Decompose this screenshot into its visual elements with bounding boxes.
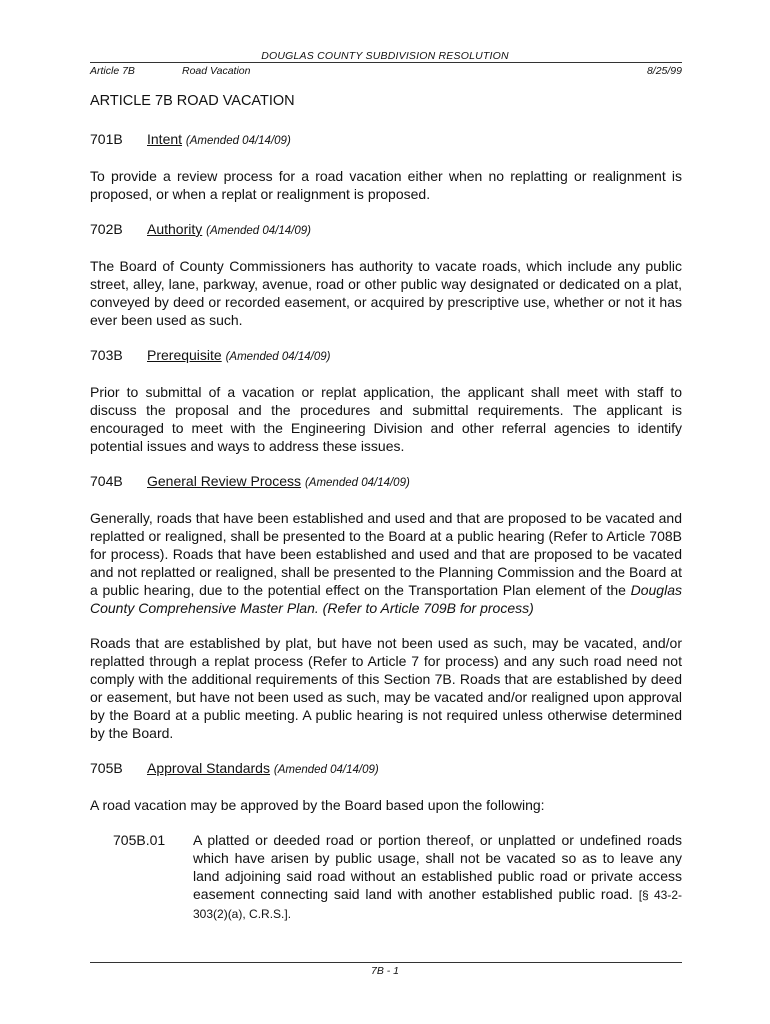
page-number: 7B - 1 <box>370 965 399 977</box>
statute-citation: [§ 43-2-303(2)(a), C.R.S.]. <box>193 888 683 921</box>
footer-rule <box>90 962 682 963</box>
header-article-label: Article 7B <box>90 65 135 77</box>
section-heading-705b <box>90 759 682 779</box>
paragraph-text: Generally, roads that have been established and used and that are proposed to be vacated and replatted or realigned, shall be presented to the Board at a public hearing (Refer to Article 708B for process). Roads that have been established and used and that are proposed to be vacated and not replatted or realigned, shall be presented to the Planning Commission and the Board at a public hearing, due to the potential effect on the Transportation Plan element of the <box>90 510 682 598</box>
refer-note-italic: (Refer to Article 709B for process) <box>318 600 534 616</box>
section-heading-703b <box>90 346 682 366</box>
section-number: 705B <box>90 760 123 776</box>
subsection-number: 705B.01 <box>113 832 166 848</box>
section-title: Authority <box>147 221 203 237</box>
amended-note: (Amended 04/14/09) <box>206 225 311 237</box>
section-heading-701b <box>90 130 682 150</box>
section-title: Prerequisite <box>147 347 222 363</box>
section-number: 702B <box>90 221 123 237</box>
header-section-label: Road Vacation <box>182 65 251 77</box>
section-heading-704b <box>90 472 682 492</box>
section-number: 701B <box>90 131 123 147</box>
section-704b-paragraph-1 <box>90 509 682 617</box>
section-702b-paragraph: The Board of County Commissioners has authority to vacate roads, which include any public street, alley, lane, parkway, avenue, road or other public way designated or dedicated on a plat, conveyed by deed or recorded easement, or acquired by prescriptive use, whether or not it has ever been used as such. <box>90 258 682 328</box>
running-header-title: DOUGLAS COUNTY SUBDIVISION RESOLUTION <box>261 50 509 62</box>
document-body <box>90 92 682 923</box>
section-703b-paragraph: Prior to submittal of a vacation or replat application, the applicant shall meet with staff to discuss the proposal and the procedures and submittal requirements. The applicant is encouraged to meet with the Engineering Division and other referral agencies to identify potential issues and ways to address these issues. <box>90 384 682 454</box>
amended-note: (Amended 04/14/09) <box>185 135 291 147</box>
section-title: Approval Standards <box>147 760 270 776</box>
article-title: ARTICLE 7B ROAD VACATION <box>90 93 295 109</box>
section-705b-paragraph: A road vacation may be approved by the Board based upon the following: <box>90 797 545 813</box>
section-number: 703B <box>90 347 123 363</box>
section-number: 704B <box>90 473 123 489</box>
plan-title-italic: Douglas County Comprehensive Master Plan. <box>90 582 682 616</box>
section-701b-paragraph: To provide a review process for a road vacation either when no replatting or realignment is proposed, or when a replat or realignment is proposed. <box>90 168 682 202</box>
section-title: General Review Process <box>147 473 302 489</box>
subsection-body: A platted or deeded road or portion thereof, or unplatted or undefined roads which have arisen by public usage, shall not be vacated so as to leave any land adjoining said road without an established public road or private access easement connecting said land with another established public road. <box>193 832 682 902</box>
amended-note: (Amended 04/14/09) <box>225 351 331 363</box>
amended-note: (Amended 04/14/09) <box>304 477 410 489</box>
section-heading-702b <box>90 220 682 240</box>
header-date: 8/25/99 <box>646 65 682 77</box>
subsection-text <box>193 831 682 923</box>
header-rule <box>90 62 682 63</box>
subsection-705b-01 <box>113 831 682 923</box>
section-704b-paragraph-2: Roads that are established by plat, but have not been used as such, may be vacated, and/or replatted through a replat process (Refer to Article 7 for process) and any such road need not comply with the additional requirements of this Section 7B. Roads that are established by deed or easement, but have not been used as such, may be vacated and/or realigned upon approval by the Board at a public meeting. A public hearing is not required unless otherwise determined by the Board. <box>90 635 682 741</box>
amended-note: (Amended 04/14/09) <box>273 764 379 776</box>
section-title: Intent <box>147 131 183 147</box>
